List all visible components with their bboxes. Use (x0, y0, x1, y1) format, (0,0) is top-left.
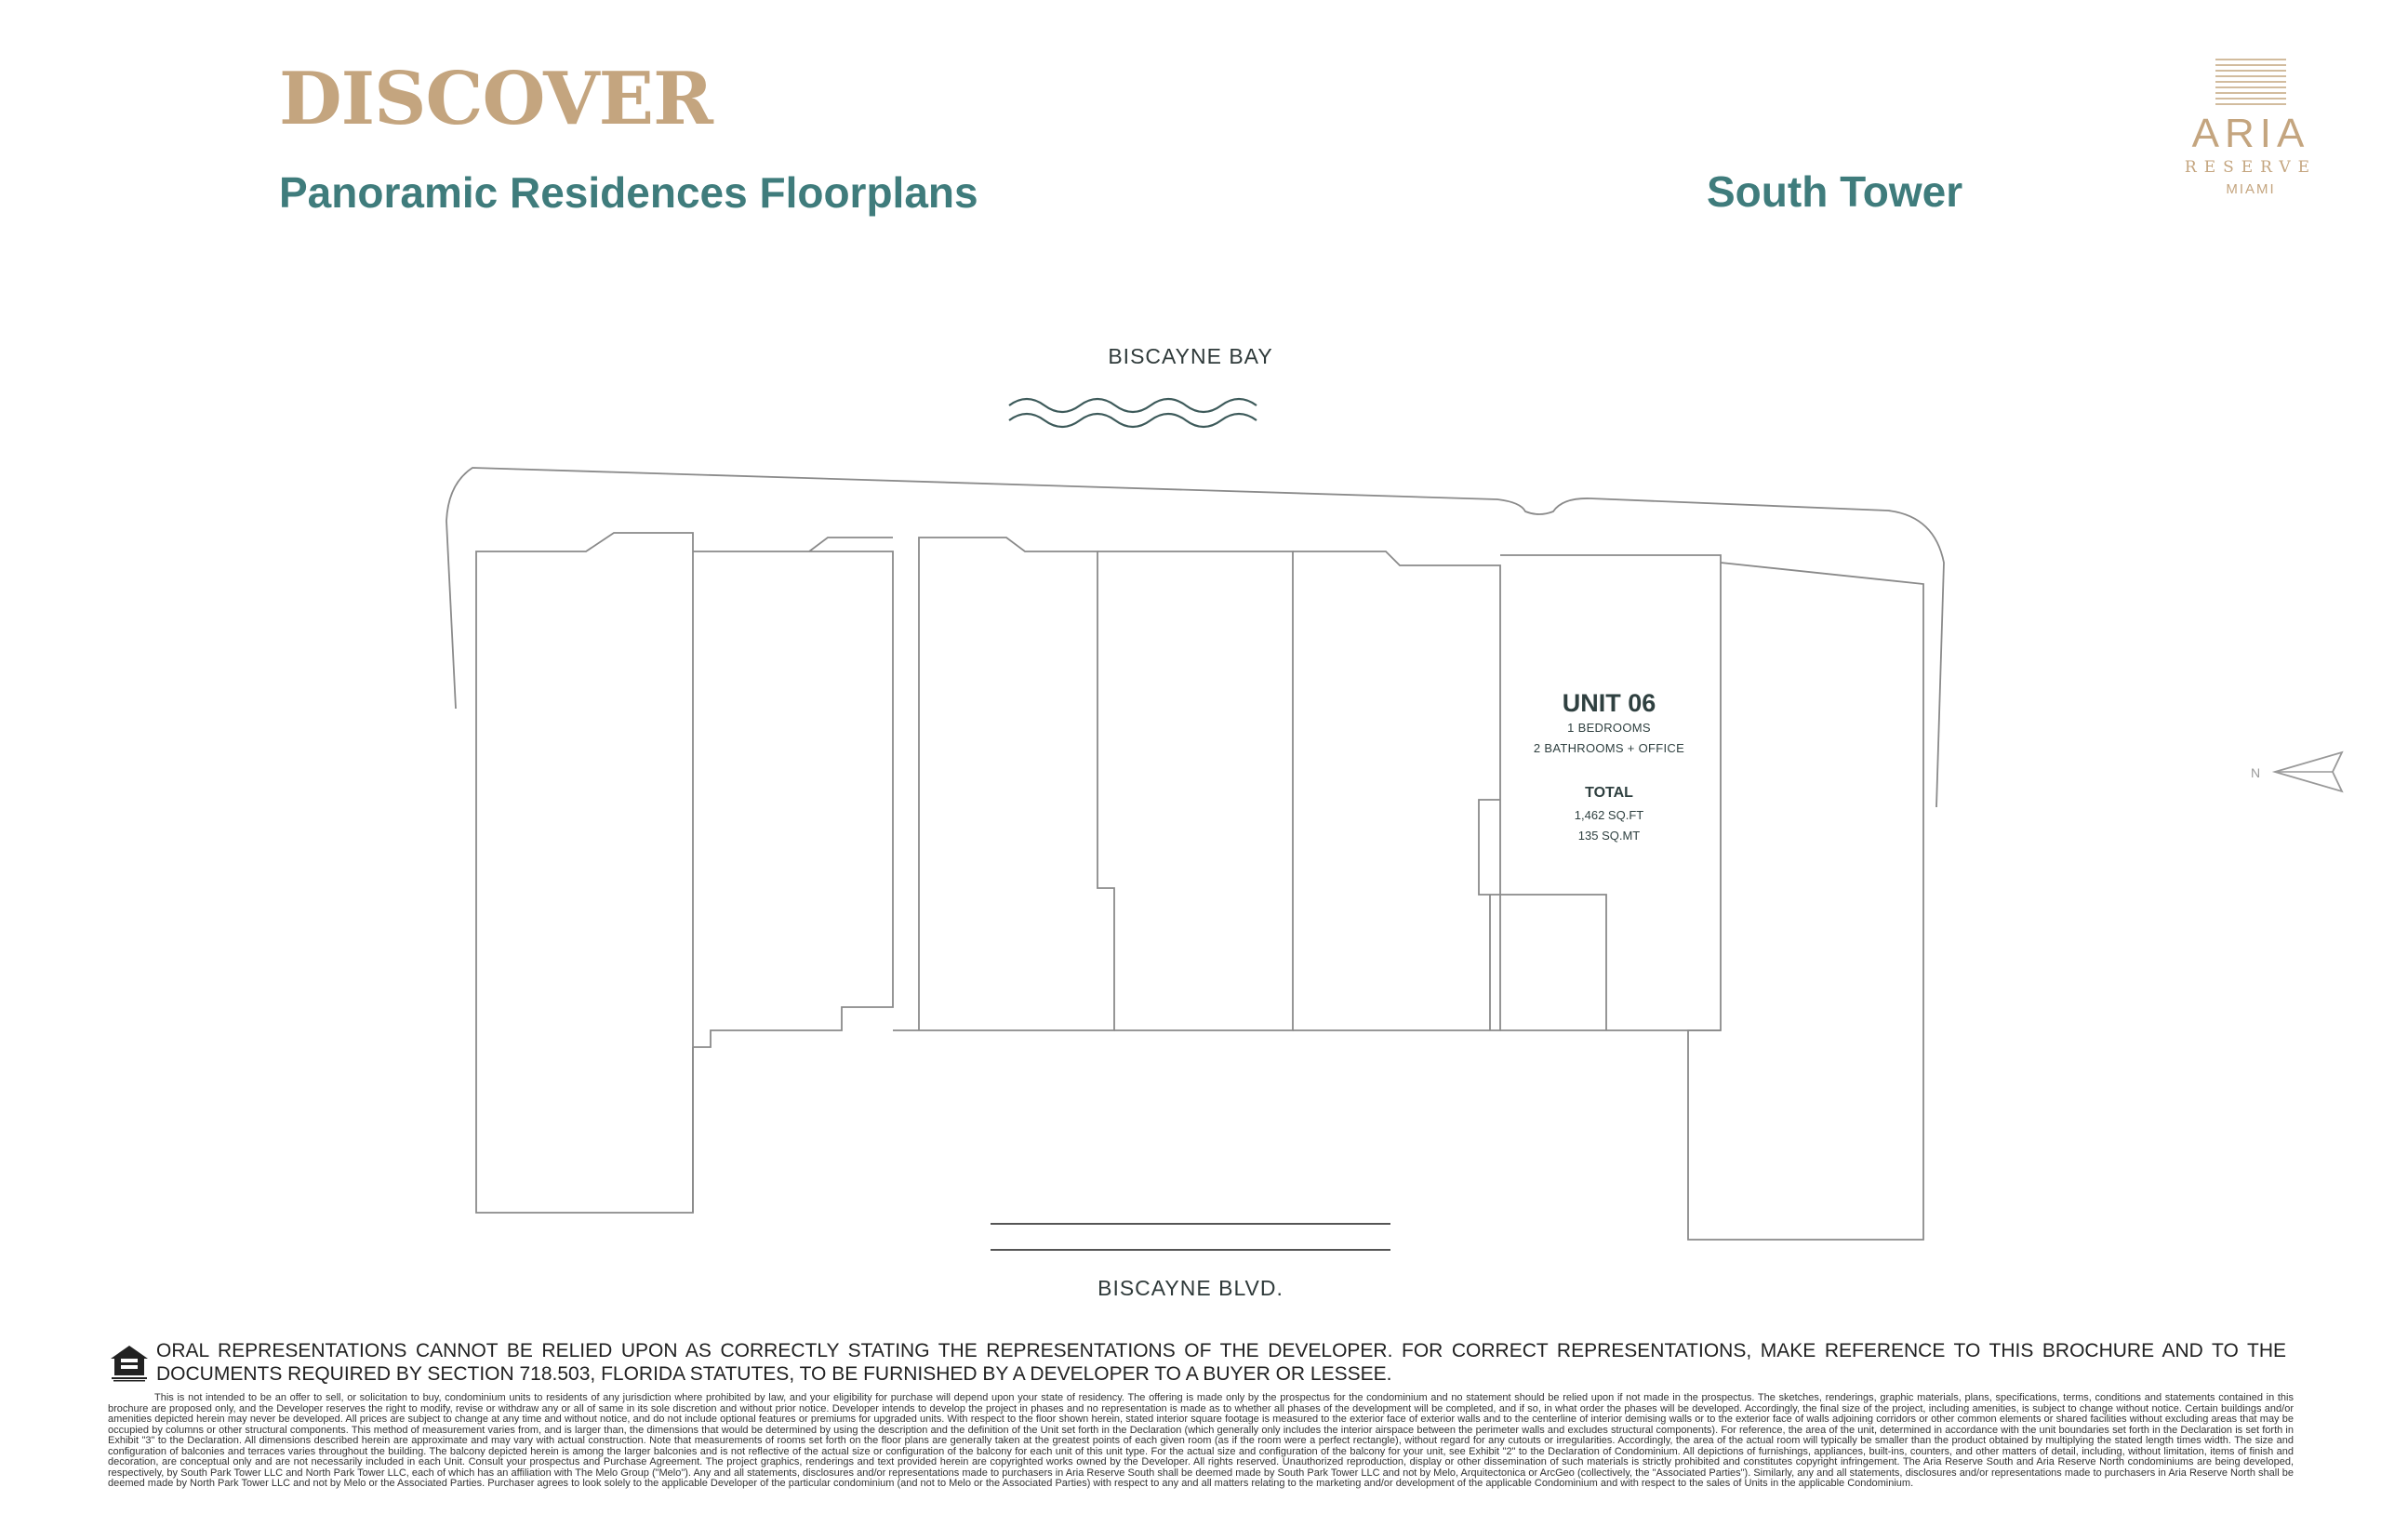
north-arrow-icon (2241, 749, 2344, 795)
unit-sqft: 1,462 SQ.FT (1574, 808, 1644, 822)
legal-disclaimer: This is not intended to be an offer to sell, or solicitation to buy, condominium units to residents of any jurisdiction where prohibited by law, and your eligibility for purchase will depend upon your state of residency. The offering is made only by the prospectus for the condominium and no statement should be relied upon if not made in the prospectus. The sketches, renderings, graphic materials, plans, specifications, terms, conditions and statements contained in this brochure are proposed only, and the Developer reserves the right to modify, revise or withdraw any or all of same in its sole discretion and without prior notice. Developer intends to develop the project in phases and no representation is made as to whether all phases of the development will be completed, and if so, in what order the phases will be developed. Accordingly, the final size of the project, including amenities, is subject to change without notice. Certain buildings and/or amenities depicted herein may never be developed. All prices are subject to change at any time and without notice, and do not include optional features or premiums for upgraded units. With respect to the floor shown herein, stated interior square footage is measured to the exterior face of exterior walls and to the centerline of interior demising walls or to the exterior face of walls adjoining corridors or other common elements or shared facilities without excluding areas that may be occupied by columns or other structural components. This method of measurement varies from, and is larger than, the dimensions that would be determined by using the description and the definition of the Unit set forth in the Declaration (which generally only includes the interior airspace between the perimeter walls and excludes structural components). For reference, the area of the unit, determined in accordance with the unit boundaries set forth in the Declaration is set forth in Exhibit "3" to the Declaration. All dimensions described herein are approximate and may vary with actual construction. Note that measurements of rooms set forth on the floor plans are generally taken at the greatest points of each given room (as if the room were a perfect rectangle), without regard for any cutouts or irregularities. Accordingly, the area of the actual room will typically be smaller than the product obtained by multiplying the stated length times width. The size and configuration of balconies and terraces varies throughout the building. The balcony depicted herein is among the larger balconies and is not reflective of the actual size or configuration of the balcony for each unit of this unit type. For the actual size and configuration of the balcony for your unit, see Exhibit "2" to the Declaration of Condominium. All depictions of furnishings, appliances, built-ins, counters, and other matters of detail, including, without limitation, items of finish and decoration, are conceptual only and are not necessarily included in each Unit. Consult your prospectus and Purchase Agreement. The project graphics, renderings and text provided herein are copyrighted works owned by the Developer. All rights reserved. Unauthorized reproduction, display or other dissemination of such materials is strictly prohibited and constitutes copyright infringement. The Aria Reserve South and Aria Reserve North condominiums are being developed, respectively, by South Park Tower LLC and North Park Tower LLC, each of which has an affiliation with The Melo Group ("Melo"). Any and all statements, disclosures and/or representations made to purchasers in Aria Reserve South shall be deemed made by South Park Tower LLC and not by Melo, Arquitectonica or ArcGeo (collectively, the "Associated Parties"). Similarly, any and all statements, disclosures and/or representations made to purchasers in Aria Reserve North shall be deemed made by North Park Tower LLC and not by Melo or the Associated Parties. Purchaser agrees to look solely to the applicable Developer of the particular condominium (and not to Melo or the Associated Parties) with respect to any and all matters relating to the marketing and/or development of the applicable Condominium and with respect to the sales of Units in the applicable Condominium. (108, 1392, 2294, 1489)
page-title: Panoramic Residences Floorplans (279, 168, 978, 217)
unit-total-label: TOTAL (1585, 785, 1633, 801)
biscayne-blvd-label: BISCAYNE BLVD. (1097, 1276, 1284, 1300)
unit-bathrooms: 2 BATHROOMS + OFFICE (1533, 741, 1685, 755)
water-waves (1009, 399, 1257, 427)
logo-wordmark: ARIA (2191, 111, 2310, 156)
street-lines (991, 1224, 1390, 1250)
logo-city: MIAMI (2226, 181, 2276, 197)
unit-bedrooms: 1 BEDROOMS (1567, 721, 1651, 735)
logo-reserve: RESERVE (2184, 158, 2318, 177)
north-letter: N (2251, 765, 2261, 780)
unit-name: UNIT 06 (1562, 689, 1656, 717)
unit-walls (476, 533, 1923, 1240)
oral-representations-notice: ORAL REPRESENTATIONS CANNOT BE RELIED UPON AS CORRECTLY STATING THE REPRESENTATIONS OF THE DEVELOPER. FOR CORRECT REPRESENTATIONS, MAKE REFERENCE TO THIS BROCHURE AND TO THE DOCUMENTS REQUIRED BY SECTION 718.503, FLORIDA STATUTES, TO BE FURNISHED BY A DEVELOPER TO A BUYER OR LESSEE. (156, 1340, 2286, 1385)
unit-info (1470, 688, 1749, 846)
biscayne-bay-label: BISCAYNE BAY (1108, 344, 1273, 368)
equal-housing-icon (108, 1342, 151, 1383)
unit-sqmt: 135 SQ.MT (1577, 829, 1641, 843)
discover-heading: DISCOVER (279, 57, 712, 141)
tower-title: South Tower (1707, 167, 1963, 216)
